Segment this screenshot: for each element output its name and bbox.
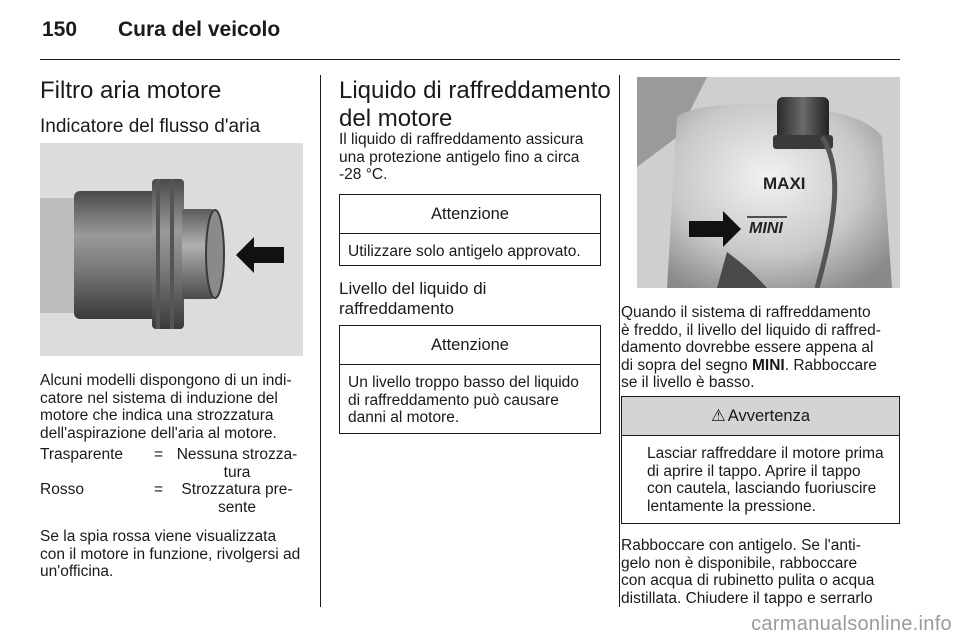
mini-mark: MINI [749, 220, 783, 237]
text-line: Rabboccare con antigelo. Se l'anti- [621, 537, 861, 554]
column-divider-1 [320, 75, 321, 607]
text-line: Utilizzare solo antigelo approvato. [348, 243, 581, 260]
column-divider-2 [619, 75, 620, 607]
text-line: è freddo, il livello del liquido di raffred- [621, 321, 881, 339]
definition-separator: = [154, 446, 164, 463]
text-line: catore nel sistema di induzione del [40, 389, 278, 407]
text-line: gelo non è disponibile, rabboccare [621, 554, 858, 572]
definition-separator: = [154, 481, 164, 498]
page-number: 150 [42, 18, 78, 41]
airflow-indicator-heading: Indicatore del flusso d'aria [40, 116, 261, 137]
text-line: con acqua di rubinetto pulita o acqua [621, 572, 875, 589]
text-line: lentamente la pressione. [647, 497, 816, 515]
notice-title: Attenzione [340, 326, 600, 365]
workshop-paragraph [40, 528, 300, 581]
text-line: con cautela, lasciando fuoriuscire [647, 480, 877, 497]
notice-title: Attenzione [340, 195, 600, 234]
airflow-indicator-photo [40, 143, 303, 356]
text-line: di aprire il tappo. Aprire il tappo [647, 462, 861, 480]
text-line: Il liquido di raffreddamento assicura [339, 131, 584, 148]
coolant-heading [339, 77, 611, 133]
text-line: Lasciar raffreddare il motore prima [647, 445, 884, 462]
text-line: tura [223, 463, 251, 481]
notice-box-antifreeze [339, 194, 601, 266]
text-span: . Rabboccare [784, 356, 877, 374]
text-line: se il livello è basso. [621, 374, 755, 391]
definition-row-red [40, 481, 302, 516]
heading-line: Liquido di raffreddamento [339, 77, 611, 104]
definition-description [172, 446, 302, 481]
coolant-reservoir-photo [637, 77, 900, 288]
heading-line: raffreddamento [339, 299, 454, 318]
coolant-level-paragraph [621, 304, 906, 392]
intro-paragraph [40, 372, 292, 442]
text-line: Quando il sistema di raffreddamento [621, 304, 871, 321]
notice-box-low-level [339, 325, 601, 434]
text-line: distillata. Chiudere il tappo e serrarlo [621, 589, 873, 607]
text-line: sente [218, 498, 256, 516]
coolant-reservoir-illustration [637, 77, 900, 288]
warning-text [622, 436, 899, 523]
text-line: una protezione antigelo fino a circa [339, 148, 580, 166]
maxi-mark: MAXI [763, 174, 806, 193]
coolant-level-heading [339, 279, 486, 319]
header-divider [40, 59, 900, 60]
warning-box [621, 396, 900, 524]
text-line: Strozzatura pre- [181, 481, 293, 498]
text-line: damento dovrebbe essere appena al [621, 339, 874, 356]
text-line: -28 °C. [339, 166, 388, 183]
text-line: un'officina. [40, 563, 114, 580]
text-span: di sopra del segno [621, 356, 752, 374]
air-filter-heading: Filtro aria motore [40, 77, 222, 104]
mini-label: MINI [751, 356, 785, 374]
definition-term: Trasparente [40, 446, 123, 463]
text-line: danni al motore. [348, 409, 460, 426]
definition-row-clear [40, 446, 302, 481]
text-line: Alcuni modelli dispongono di un indi- [40, 372, 292, 389]
definition-description [172, 481, 302, 516]
watermark: carmanualsonline.info [751, 613, 952, 635]
definition-term: Rosso [40, 481, 84, 498]
text-line: Se la spia rossa viene visualizzata [40, 528, 277, 545]
text-line: motore che indica una strozzatura [40, 407, 274, 424]
notice-text [340, 365, 600, 435]
warning-triangle-icon: ⚠ [710, 407, 726, 425]
heading-line: del motore [339, 105, 453, 132]
text-line: con il motore in funzione, rivolgersi ad [40, 545, 301, 563]
definition-list [40, 446, 302, 516]
text-line: Un livello troppo basso del liquido [348, 374, 579, 391]
text-line: dell'aspirazione dell'aria al motore. [40, 424, 277, 442]
warning-title: Avvertenza [727, 406, 811, 425]
airflow-indicator-illustration [40, 143, 303, 356]
topup-paragraph [621, 537, 906, 607]
text-line: di raffreddamento può causare [348, 391, 559, 409]
warning-header [622, 397, 899, 436]
notice-text [340, 234, 600, 269]
coolant-intro-paragraph [339, 131, 583, 184]
page-title: Cura del veicolo [118, 18, 281, 41]
heading-line: Livello del liquido di [339, 279, 487, 298]
text-line: Nessuna strozza- [176, 446, 298, 463]
text-line [621, 357, 906, 375]
